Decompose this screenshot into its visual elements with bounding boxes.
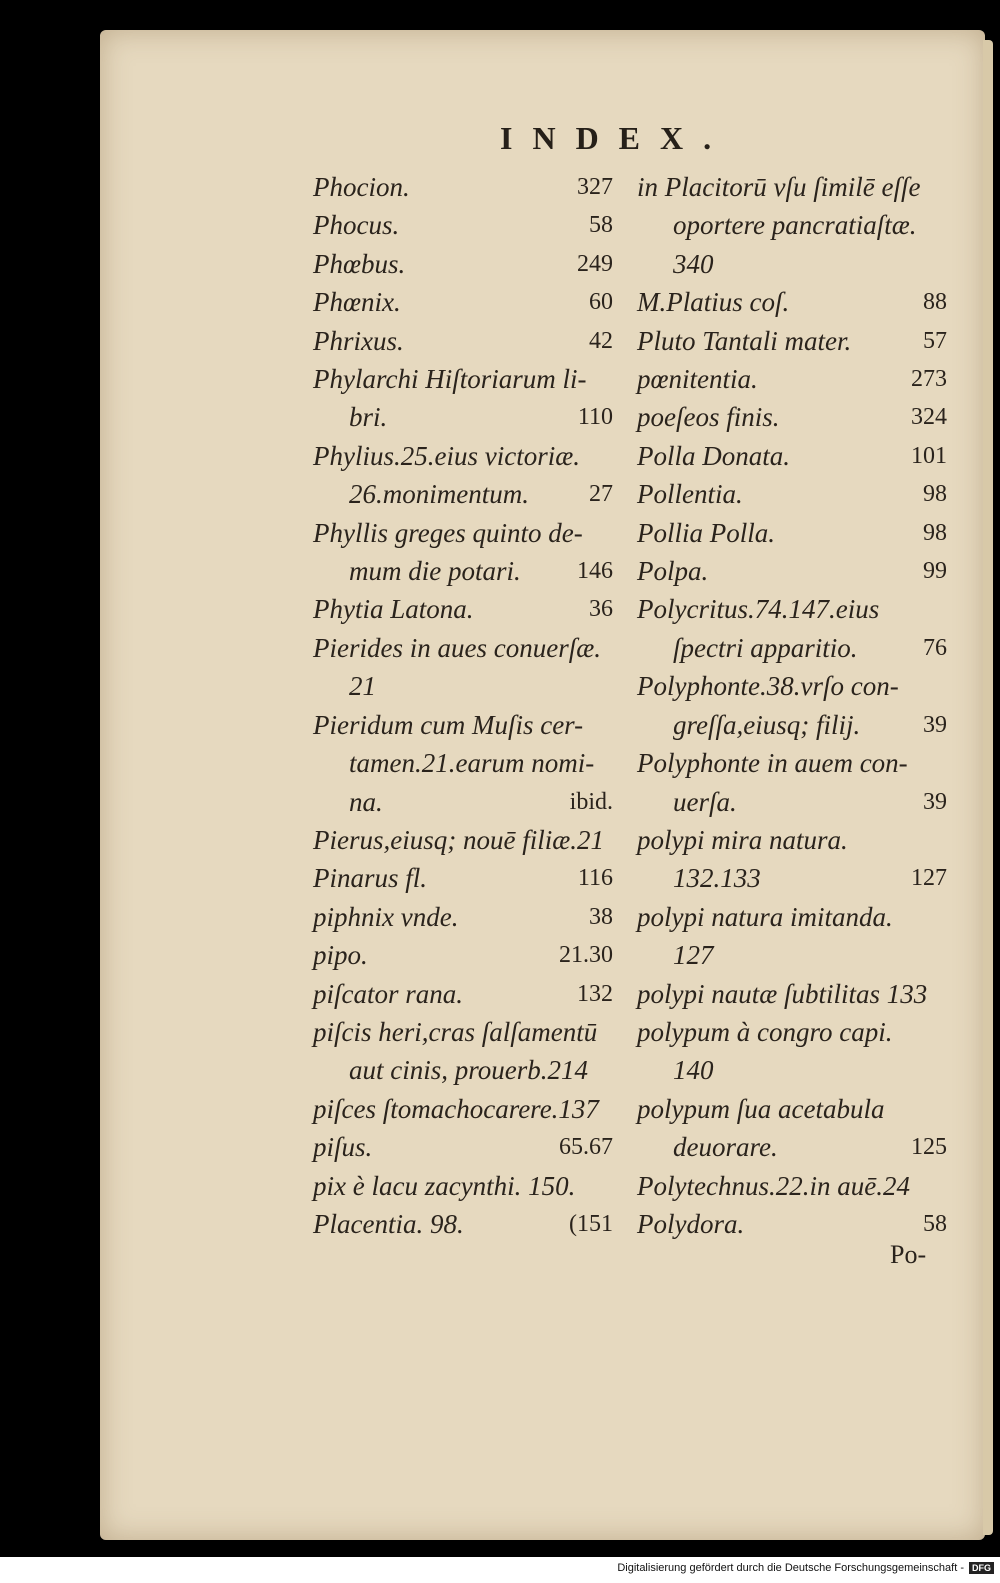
page-number: 39 bbox=[923, 788, 947, 815]
entry-continuation-text: oportere pancratiaſtæ. bbox=[673, 210, 917, 241]
index-entry bbox=[637, 552, 947, 590]
index-entry bbox=[313, 821, 613, 859]
index-entry bbox=[637, 475, 947, 513]
index-entry bbox=[313, 859, 613, 897]
entry-continuation-text: aut cinis, prouerb.214 bbox=[349, 1055, 588, 1086]
entry-text: polypi natura imitanda. bbox=[637, 901, 893, 932]
entry-text: piphnix vnde. bbox=[313, 901, 459, 932]
entry-text: piſus. bbox=[313, 1132, 373, 1163]
entry-text: Polla Donata. bbox=[637, 440, 790, 471]
page-number: 273 bbox=[911, 366, 947, 393]
entry-continuation bbox=[313, 475, 613, 513]
page-number: 60 bbox=[589, 289, 613, 316]
footer-credit: Digitalisierung gefördert durch die Deutsche Forschungsgemeinschaft - bbox=[617, 1562, 964, 1574]
entry-text: Phocion. bbox=[313, 172, 410, 202]
page-number: 98 bbox=[923, 519, 947, 546]
entry-text: Pierus,eiusq; nouē filiæ.21 bbox=[313, 824, 604, 855]
index-entry bbox=[637, 437, 947, 475]
page-number: 57 bbox=[923, 327, 947, 354]
entry-continuation-text: 127 bbox=[673, 940, 714, 971]
index-entry bbox=[637, 1013, 947, 1090]
entry-continuation bbox=[313, 552, 613, 590]
entry-continuation bbox=[637, 245, 947, 283]
page-number: 58 bbox=[923, 1210, 947, 1237]
entry-continuation bbox=[637, 859, 947, 897]
index-entry bbox=[637, 898, 947, 975]
entry-continuation-text: 140 bbox=[673, 1055, 714, 1086]
entry-continuation-text: bri. bbox=[349, 402, 388, 433]
entry-text: Phœbus. bbox=[313, 248, 406, 279]
page-number: 21.30 bbox=[559, 942, 613, 969]
index-entry bbox=[313, 283, 613, 321]
entry-text: Pinarus fl. bbox=[313, 863, 428, 894]
index-entry bbox=[637, 322, 947, 360]
page-number: 65.67 bbox=[559, 1134, 613, 1161]
entry-continuation-text: deuorare. bbox=[673, 1132, 778, 1163]
page-number: 58 bbox=[589, 212, 613, 239]
index-entry bbox=[313, 1205, 613, 1243]
index-entry bbox=[313, 1090, 613, 1128]
index-entry bbox=[313, 975, 613, 1013]
index-entry bbox=[637, 360, 947, 398]
entry-text: polypum ſua acetabula bbox=[637, 1093, 885, 1124]
page-number: 110 bbox=[577, 404, 613, 431]
index-column-right bbox=[637, 168, 947, 1243]
page-number: 38 bbox=[589, 903, 613, 930]
entry-continuation-text: mum die potari. bbox=[349, 556, 521, 587]
entry-text: Phœnix. bbox=[313, 287, 401, 318]
entry-continuation bbox=[637, 1128, 947, 1166]
entry-continuation bbox=[313, 1051, 613, 1089]
page-number: 27 bbox=[589, 481, 613, 508]
index-entry bbox=[637, 1205, 947, 1243]
index-entry bbox=[637, 514, 947, 552]
index-entry bbox=[313, 706, 613, 821]
entry-text: piſces ſtomachocarere.137 bbox=[313, 1093, 599, 1124]
index-entry bbox=[313, 936, 613, 974]
index-entry bbox=[637, 1090, 947, 1167]
page-edge bbox=[983, 40, 993, 1535]
index-entry bbox=[313, 898, 613, 936]
index-entry bbox=[313, 206, 613, 244]
entry-text: Polycritus.74.147.eius bbox=[637, 594, 880, 625]
entry-text: Pierides in aues conuerſæ. bbox=[313, 632, 601, 663]
catchword: Po- bbox=[890, 1240, 927, 1269]
page-number: (151 bbox=[569, 1210, 613, 1237]
page-number: 125 bbox=[911, 1134, 947, 1161]
entry-text: M.Platius coſ. bbox=[637, 287, 790, 318]
page-number: 76 bbox=[923, 634, 947, 661]
entry-continuation bbox=[637, 706, 947, 744]
entry-text: pix è lacu zacynthi. 150. bbox=[313, 1170, 576, 1201]
entry-continuation-text: 26.monimentum. bbox=[349, 479, 529, 510]
index-entry bbox=[637, 398, 947, 436]
entry-continuation bbox=[637, 206, 947, 244]
entry-text: Placentia. 98. bbox=[313, 1208, 464, 1239]
entry-text: pœnitentia. bbox=[637, 364, 758, 395]
entry-text: Polydora. bbox=[637, 1208, 745, 1239]
entry-text: polypi mira natura. bbox=[637, 824, 848, 855]
entry-text: in Placitorū vſu ſimilē eſſe bbox=[637, 172, 921, 202]
entry-text: piſcis heri,cras ſalſamentū bbox=[313, 1016, 598, 1047]
entry-text: Pollentia. bbox=[637, 479, 743, 510]
entry-continuation-text: uerſa. bbox=[673, 786, 737, 817]
index-entry bbox=[637, 744, 947, 821]
index-entry bbox=[313, 1013, 613, 1090]
page-number: 132 bbox=[577, 980, 613, 1007]
entry-continuation bbox=[313, 667, 613, 705]
entry-text: Polpa. bbox=[637, 556, 709, 587]
index-entry bbox=[637, 667, 947, 744]
entry-continuation bbox=[637, 1051, 947, 1089]
entry-continuation-text: 132.133 bbox=[673, 863, 761, 894]
index-entry bbox=[313, 1128, 613, 1166]
entry-text: Polytechnus.22.in auē.24 bbox=[637, 1170, 910, 1201]
page-number: 127 bbox=[911, 865, 947, 892]
entry-continuation bbox=[313, 398, 613, 436]
entry-continuation bbox=[637, 936, 947, 974]
page-number: 249 bbox=[577, 250, 613, 277]
entry-text: Phytia Latona. bbox=[313, 594, 474, 625]
entry-text: Phocus. bbox=[313, 210, 400, 241]
page-number: 36 bbox=[589, 596, 613, 623]
entry-continuation-text: ſpectri apparitio. bbox=[673, 632, 858, 663]
index-entry bbox=[313, 360, 613, 437]
page-number: 101 bbox=[911, 442, 947, 469]
page-number: 327 bbox=[577, 174, 613, 200]
entry-text: Phylius.25.eius victoriæ. bbox=[313, 440, 580, 471]
dfg-logo: DFG bbox=[969, 1562, 994, 1574]
index-entry bbox=[637, 590, 947, 667]
index-entry bbox=[637, 283, 947, 321]
entry-continuation-text: na. bbox=[349, 786, 383, 817]
page-number: ibid. bbox=[569, 788, 613, 815]
page-number: 146 bbox=[577, 558, 613, 585]
index-entry bbox=[637, 821, 947, 898]
index-entry bbox=[313, 168, 613, 206]
page-number: 88 bbox=[923, 289, 947, 316]
index-column-left bbox=[313, 168, 613, 1243]
entry-text: polypi nautæ ſubtilitas 133 bbox=[637, 978, 928, 1009]
entry-text: Phrixus. bbox=[313, 325, 404, 356]
entry-text: Polyphonte in auem con- bbox=[637, 748, 908, 779]
entry-text: Pieridum cum Muſis cer- bbox=[313, 709, 584, 740]
page-number: 98 bbox=[923, 481, 947, 508]
entry-text: Pollia Polla. bbox=[637, 517, 775, 548]
page-header: INDEX. bbox=[500, 120, 732, 156]
entry-text: Polyphonte.38.vrſo con- bbox=[637, 671, 899, 702]
entry-text: Phylarchi Hiſtoriarum li- bbox=[313, 364, 587, 395]
index-entry bbox=[313, 590, 613, 628]
index-entry bbox=[313, 629, 613, 706]
page-number: 42 bbox=[589, 327, 613, 354]
page-number: 39 bbox=[923, 711, 947, 738]
entry-continuation-text: greſſa,eiusq; filij. bbox=[673, 709, 861, 740]
entry-continuation-text: 21 bbox=[349, 671, 376, 702]
entry-continuation bbox=[313, 744, 613, 782]
page-number: 324 bbox=[911, 404, 947, 431]
index-entry bbox=[313, 514, 613, 591]
entry-continuation-text: 340 bbox=[673, 248, 714, 279]
entry-text: piſcator rana. bbox=[313, 978, 464, 1009]
entry-text: poeſeos finis. bbox=[637, 402, 780, 433]
entry-continuation-text: tamen.21.earum nomi- bbox=[349, 748, 595, 779]
entry-text: polypum à congro capi. bbox=[637, 1016, 893, 1047]
index-entry bbox=[313, 1167, 613, 1205]
entry-text: Pluto Tantali mater. bbox=[637, 325, 852, 356]
index-entry bbox=[637, 975, 947, 1013]
page-number: 99 bbox=[923, 558, 947, 585]
entry-text: Phyllis greges quinto de- bbox=[313, 517, 583, 548]
index-entry bbox=[637, 1167, 947, 1205]
footer-bar bbox=[0, 1557, 1000, 1583]
entry-continuation bbox=[637, 629, 947, 667]
index-entry bbox=[313, 322, 613, 360]
index-entry bbox=[637, 168, 947, 283]
entry-text: pipo. bbox=[313, 940, 368, 971]
entry-continuation bbox=[313, 783, 613, 821]
page-number: 116 bbox=[577, 865, 613, 892]
entry-continuation bbox=[637, 783, 947, 821]
index-entry bbox=[313, 437, 613, 514]
index-entry bbox=[313, 245, 613, 283]
